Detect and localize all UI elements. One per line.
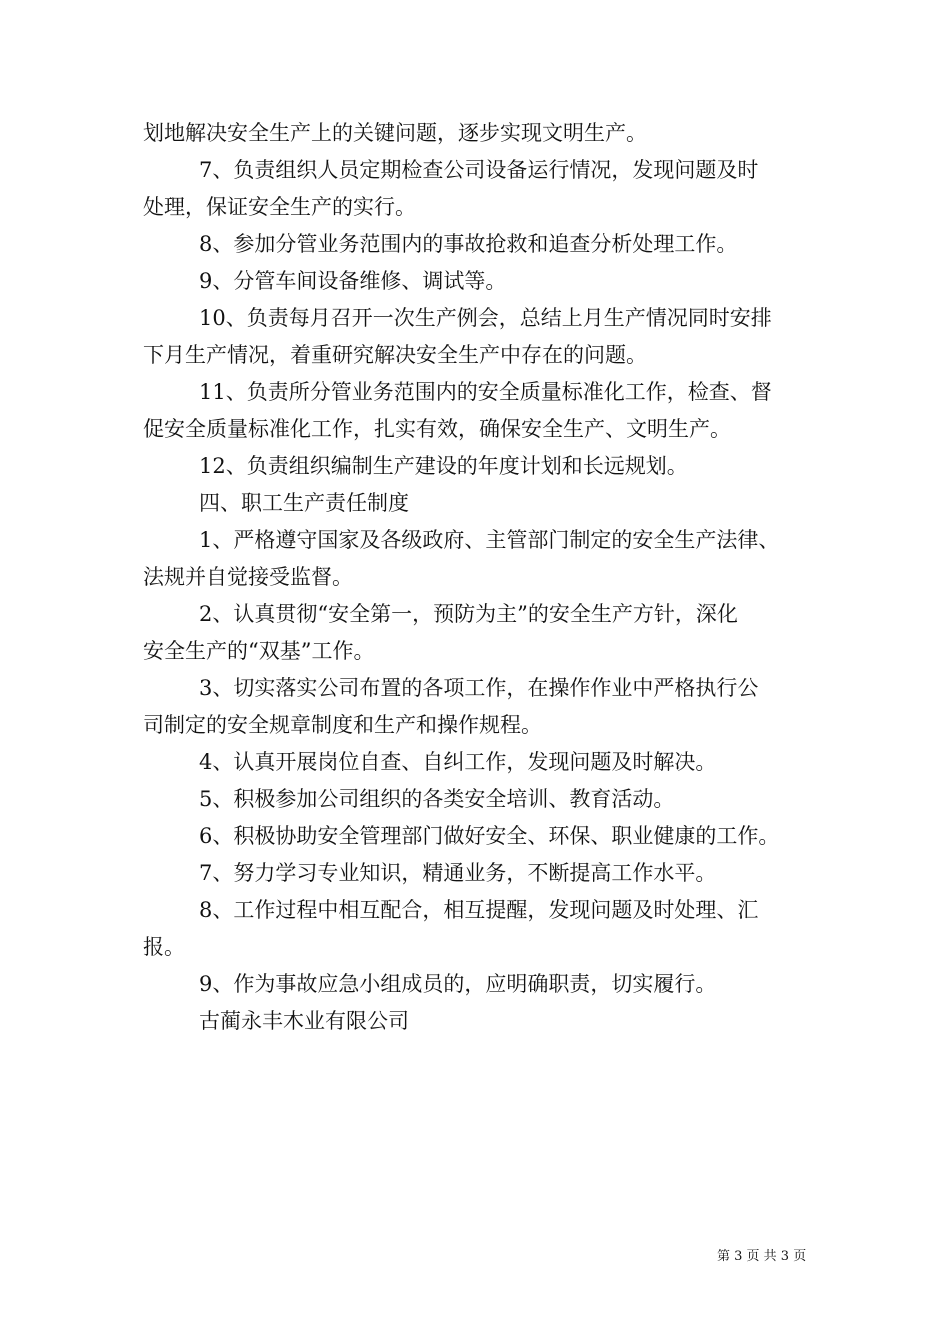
body-line: 7、努力学习专业知识，精通业务，不断提高工作水平。 [199, 861, 717, 885]
body-line: 7、负责组织人员定期检查公司设备运行情况，发现问题及时 [199, 158, 759, 182]
body-line: 下月生产情况，着重研究解决安全生产中存在的问题。 [143, 343, 647, 367]
body-line: 8、工作过程中相互配合，相互提醒，发现问题及时处理、汇 [199, 898, 759, 922]
body-line: 司制定的安全规章制度和生产和操作规程。 [143, 713, 542, 737]
body-line: 2、认真贯彻“安全第一，预防为主”的安全生产方针，深化 [199, 602, 738, 626]
body-line: 安全生产的“双基”工作。 [143, 639, 375, 663]
section-heading: 四、职工生产责任制度 [199, 491, 409, 515]
body-line: 划地解决安全生产上的关键问题，逐步实现文明生产。 [143, 121, 647, 145]
body-line: 1、严格遵守国家及各级政府、主管部门制定的安全生产法律、 [199, 528, 780, 552]
body-line: 法规并自觉接受监督。 [143, 565, 353, 589]
body-line: 12、负责组织编制生产建设的年度计划和长远规划。 [199, 454, 688, 478]
body-line: 处理，保证安全生产的实行。 [143, 195, 416, 219]
body-line: 促安全质量标准化工作，扎实有效，确保安全生产、文明生产。 [143, 417, 731, 441]
body-line: 报。 [143, 935, 185, 959]
company-signature: 古蔺永丰木业有限公司 [199, 1009, 409, 1033]
body-line: 10、负责每月召开一次生产例会，总结上月生产情况同时安排 [199, 306, 772, 330]
body-line: 3、切实落实公司布置的各项工作，在操作作业中严格执行公 [199, 676, 759, 700]
body-line: 4、认真开展岗位自查、自纠工作，发现问题及时解决。 [199, 750, 717, 774]
page-number: 第 3 页 共 3 页 [717, 1249, 807, 1264]
body-line: 11、负责所分管业务范围内的安全质量标准化工作，检查、督 [199, 380, 772, 404]
body-line: 6、积极协助安全管理部门做好安全、环保、职业健康的工作。 [199, 824, 780, 848]
body-line: 8、参加分管业务范围内的事故抢救和追查分析处理工作。 [199, 232, 738, 256]
body-line: 5、积极参加公司组织的各类安全培训、教育活动。 [199, 787, 675, 811]
body-line: 9、作为事故应急小组成员的，应明确职责，切实履行。 [199, 972, 717, 996]
body-line: 9、分管车间设备维修、调试等。 [199, 269, 507, 293]
